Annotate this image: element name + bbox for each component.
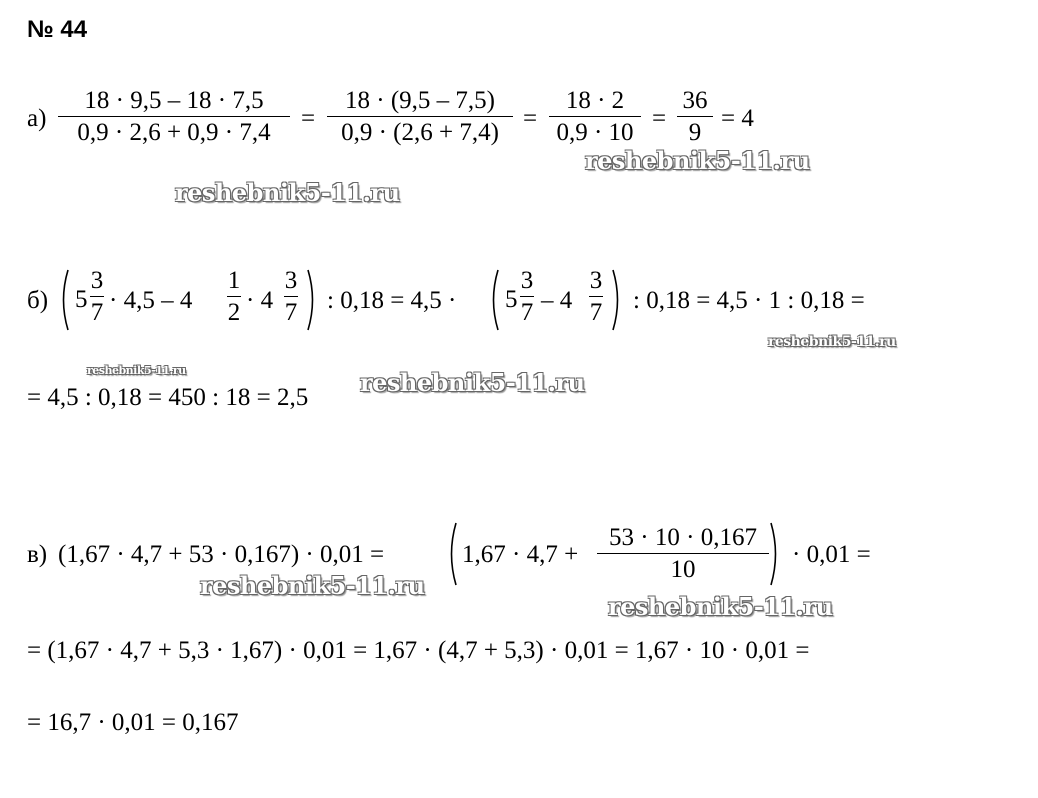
part-a-fraction-3 [549, 88, 641, 145]
fraction-numerator: 18 · 2 [565, 87, 625, 114]
expression-text: · 0,01 = [792, 541, 871, 568]
right-paren [769, 521, 781, 587]
mixed-whole: 5 [75, 286, 88, 313]
expression-text: (1,67 · 4,7 + 53 · 0,167) · 0,01 = [58, 541, 385, 568]
problem-number: № 44 [27, 16, 88, 43]
watermark: reshebnik5-11.ru [360, 368, 585, 397]
part-v-line-3: = 16,7 · 0,01 = 0,167 [27, 709, 239, 736]
part-a-fraction-2 [327, 88, 513, 145]
part-a-fraction-1 [58, 88, 290, 145]
fraction-denominator: 10 [670, 556, 696, 583]
mixed-fraction: 1 2 [227, 267, 241, 326]
equals-sign: = [301, 105, 316, 132]
part-v-fraction [597, 525, 769, 582]
right-paren [306, 268, 318, 332]
fraction-numerator: 36 [682, 87, 708, 114]
watermark: reshebnik5-11.ru [608, 592, 833, 621]
fraction-numerator: 53 · 10 · 0,167 [609, 524, 757, 551]
part-v-line-2: = (1,67 · 4,7 + 5,3 · 1,67) · 0,01 = 1,67 · (4,7 + 5,3) · 0,01 = 1,67 · 10 · 0,01 = [27, 637, 810, 664]
watermark: reshebnik5-11.ru [175, 178, 400, 207]
part-a-result: = 4 [721, 105, 754, 132]
expression-text: – 4 [541, 287, 573, 314]
fraction-denominator: 9 [688, 119, 702, 146]
left-paren [58, 268, 70, 332]
mixed-fraction: 3 7 [284, 267, 298, 326]
watermark: reshebnik5-11.ru [768, 334, 896, 350]
expression-text: : 0,18 = 4,5 · [327, 287, 457, 314]
part-b-label: б) [27, 287, 49, 314]
part-a-label: а) [27, 105, 47, 132]
fraction-numerator: 18 · 9,5 – 18 · 7,5 [84, 87, 264, 114]
mixed-number [505, 267, 537, 330]
mixed-whole: 5 [505, 286, 518, 313]
watermark: reshebnik5-11.ru [87, 364, 186, 377]
watermark: reshebnik5-11.ru [200, 571, 425, 600]
expression-text: : 0,18 = 4,5 · 1 : 0,18 = [633, 287, 865, 314]
fraction-numerator: 18 · (9,5 – 7,5) [345, 87, 495, 114]
mixed-fraction: 3 7 [90, 267, 104, 326]
left-paren [488, 268, 500, 332]
watermark: reshebnik5-11.ru [585, 146, 810, 175]
fraction-denominator: 0,9 · (2,6 + 7,4) [341, 119, 499, 146]
part-a-fraction-4 [677, 88, 713, 145]
mixed-number [75, 267, 107, 330]
fraction-denominator: 0,9 · 2,6 + 0,9 · 7,4 [77, 119, 271, 146]
expression-text: 1,67 · 4,7 + [462, 541, 579, 568]
mixed-fraction: 3 7 [520, 267, 534, 326]
part-b-line-2: = 4,5 : 0,18 = 450 : 18 = 2,5 [27, 384, 309, 411]
equals-sign: = [652, 105, 667, 132]
fraction-denominator: 0,9 · 10 [556, 119, 634, 146]
equals-sign: = [523, 105, 538, 132]
mixed-fraction: 3 7 [589, 267, 603, 326]
right-paren [611, 268, 623, 332]
left-paren [446, 521, 458, 587]
part-v-label: в) [27, 541, 48, 568]
expression-text: · 4,5 – 4 [109, 287, 193, 314]
expression-text: · 4 [246, 287, 274, 314]
